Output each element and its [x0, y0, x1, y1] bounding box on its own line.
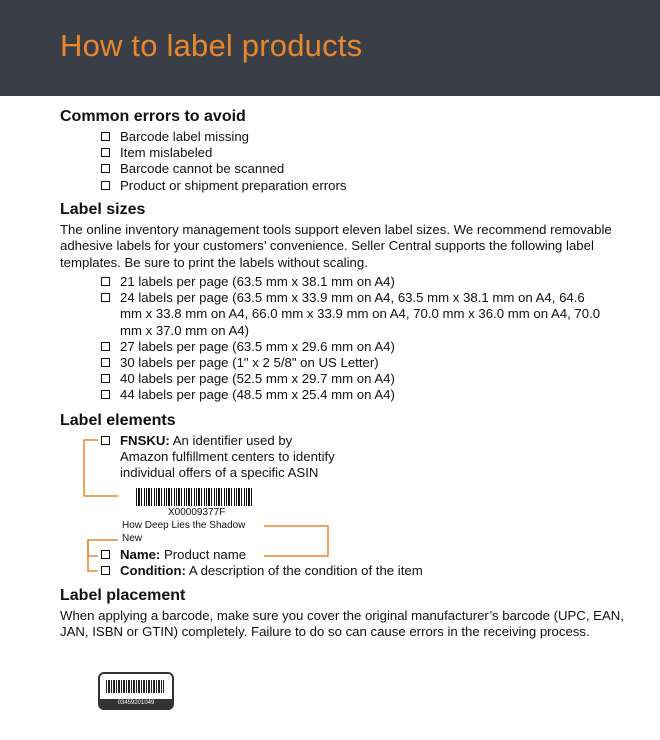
list-item: Product or shipment preparation errors	[100, 178, 580, 194]
list-item: 40 labels per page (52.5 mm x 29.7 mm on A4)	[100, 371, 605, 387]
placement-text: When applying a barcode, make sure you cover the original manufacturer’s barcode (UPC, EAN, JAN, ISBN or GTIN) completely. Failure to do so can cause errors in the receiving process.	[60, 608, 624, 640]
list-item: Condition: A description of the condition of the item	[100, 563, 580, 579]
barcode-bars-icon	[106, 680, 164, 693]
list-item: Barcode label missing	[100, 129, 580, 145]
name-condition-list	[100, 547, 580, 579]
checkbox-icon	[101, 566, 110, 575]
label-icon-caption: 03459201049	[100, 699, 172, 708]
list-item: FNSKU: An identifier used by Amazon fulfillment centers to identify individual offers of a specific ASIN	[100, 433, 340, 482]
list-item: 21 labels per page (63.5 mm x 38.1 mm on A4)	[100, 274, 605, 290]
sample-title: How Deep Lies the Shadow	[122, 520, 246, 531]
list-item: 30 labels per page (1" x 2 5/8" on US Letter)	[100, 355, 605, 371]
list-item: 44 labels per page (48.5 mm x 25.4 mm on A4)	[100, 387, 605, 403]
checkbox-icon	[101, 550, 110, 559]
fnsku-list	[100, 433, 340, 482]
list-item: Barcode cannot be scanned	[100, 161, 580, 177]
placement-heading: Label placement	[60, 587, 186, 604]
page-title: How to label products	[60, 28, 363, 63]
checkbox-icon	[101, 436, 110, 445]
list-item: 27 labels per page (63.5 mm x 29.6 mm on A4)	[100, 339, 605, 355]
elements-heading: Label elements	[60, 412, 176, 429]
list-item: Name: Product name	[100, 547, 580, 563]
sizes-heading: Label sizes	[60, 201, 146, 218]
list-item: Item mislabeled	[100, 145, 580, 161]
barcode-graphic	[136, 488, 254, 506]
list-item: 24 labels per page (63.5 mm x 33.9 mm on A4, 63.5 mm x 38.1 mm on A4, 64.6 mm x 33.8 mm on A4, 66.0 mm x 33.9 mm on A4, 70.0 mm x 36.0 mm on A4, 70.0 mm x 37.0 mm on A4)	[100, 290, 605, 339]
sizes-intro: The online inventory management tools support eleven label sizes. We recommend removable adhesive labels for your customers’ convenience. Seller Central supports the following label templates. Be sure to print the labels without scaling.	[60, 222, 612, 270]
sample-condition: New	[122, 533, 143, 544]
barcode-label-icon	[98, 672, 174, 710]
sample-code: X00009377F	[168, 507, 226, 518]
errors-heading: Common errors to avoid	[60, 108, 246, 125]
